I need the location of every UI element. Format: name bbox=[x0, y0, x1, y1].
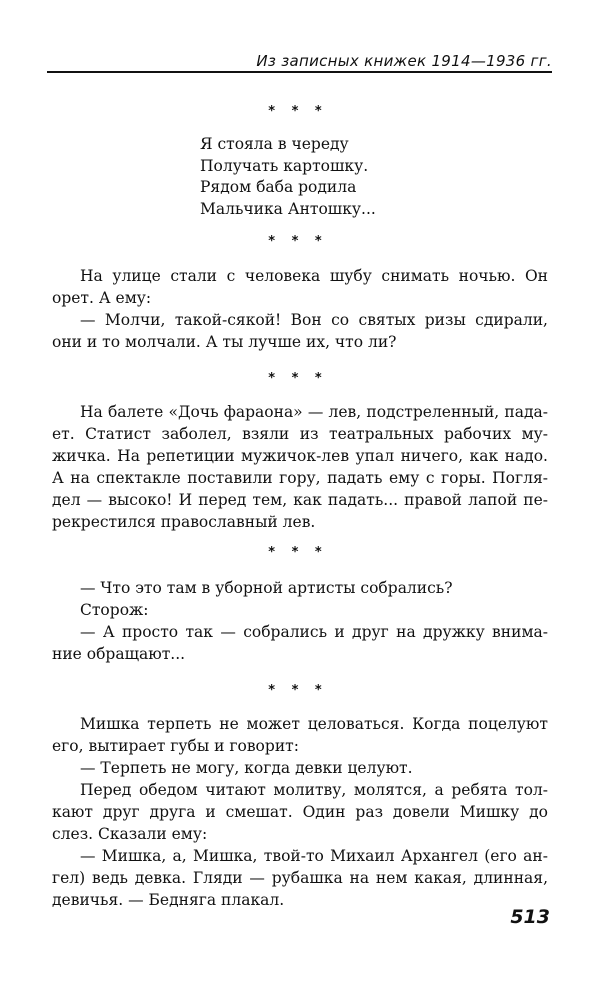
paragraph-ballet bbox=[52, 401, 548, 533]
text-line: На балете «Дочь фараона» — лев, подстреленный, пада- bbox=[80, 403, 548, 421]
text-line: его, вытирает губы и говорит: bbox=[52, 737, 299, 755]
section-separator: * * * bbox=[268, 104, 328, 119]
text-line: Перед обедом читают молитву, молятся, а ребята тол- bbox=[80, 781, 548, 799]
text-line: ние обращают... bbox=[52, 645, 186, 663]
text-line: — А просто так — собрались и друг на дружку внима- bbox=[80, 623, 548, 641]
text-line: они и то молчали. А ты лучше их, что ли? bbox=[52, 333, 397, 351]
poem-line: Мальчика Антошку... bbox=[200, 199, 376, 218]
poem bbox=[200, 134, 376, 220]
text-line: дел — высоко! И перед тем, как падать... правой лапой пе- bbox=[52, 491, 548, 509]
section-separator: * * * bbox=[268, 545, 328, 560]
paragraph-mishka bbox=[52, 713, 548, 911]
paragraph-watchman bbox=[52, 577, 548, 665]
text-line: — Терпеть не могу, когда девки целуют. bbox=[80, 759, 413, 777]
text-line: девичья. — Бедняга плакал. bbox=[52, 891, 285, 909]
text-line: жичка. На репетиции мужичок-лев упал ничего, как надо. bbox=[52, 447, 548, 465]
section-separator: * * * bbox=[268, 371, 328, 386]
text-line: кают друг друга и смешат. Один раз довели Мишку до bbox=[52, 803, 548, 821]
text-line: А на спектакле поставили гору, падать ему с горы. Погля- bbox=[52, 469, 548, 487]
page-number: 513 bbox=[510, 906, 550, 928]
poem-line: Я стояла в череду bbox=[200, 135, 349, 153]
text-line: гел) ведь девка. Гляди — рубашка на нем какая, длинная, bbox=[52, 869, 548, 887]
text-line: — Молчи, такой-сякой! Вон со святых ризы сдирали, bbox=[80, 311, 548, 329]
text-line: — Что это там в уборной артисты собрались? bbox=[80, 579, 453, 597]
text-line: ет. Статист заболел, взяли из театральных рабочих му- bbox=[52, 425, 548, 443]
text-line: На улице стали с человека шубу снимать ночью. Он bbox=[80, 267, 548, 285]
poem-line: Получать картошку. bbox=[200, 156, 369, 175]
section-separator: * * * bbox=[268, 683, 328, 698]
text-line: рекрестился православный лев. bbox=[52, 513, 316, 531]
poem-line: Рядом баба родила bbox=[200, 178, 357, 196]
text-line: Сторож: bbox=[80, 601, 149, 619]
section-separator: * * * bbox=[268, 234, 328, 249]
text-line: орет. А ему: bbox=[52, 289, 152, 307]
paragraph-fur-coat bbox=[52, 265, 548, 353]
text-line: — Мишка, а, Мишка, твой-то Михаил Архангел (его ан- bbox=[80, 847, 548, 865]
text-line: Мишка терпеть не может целоваться. Когда поцелуют bbox=[80, 715, 548, 733]
running-head: Из записных книжек 1914—1936 гг. bbox=[47, 52, 552, 73]
text-line: слез. Сказали ему: bbox=[52, 825, 208, 843]
